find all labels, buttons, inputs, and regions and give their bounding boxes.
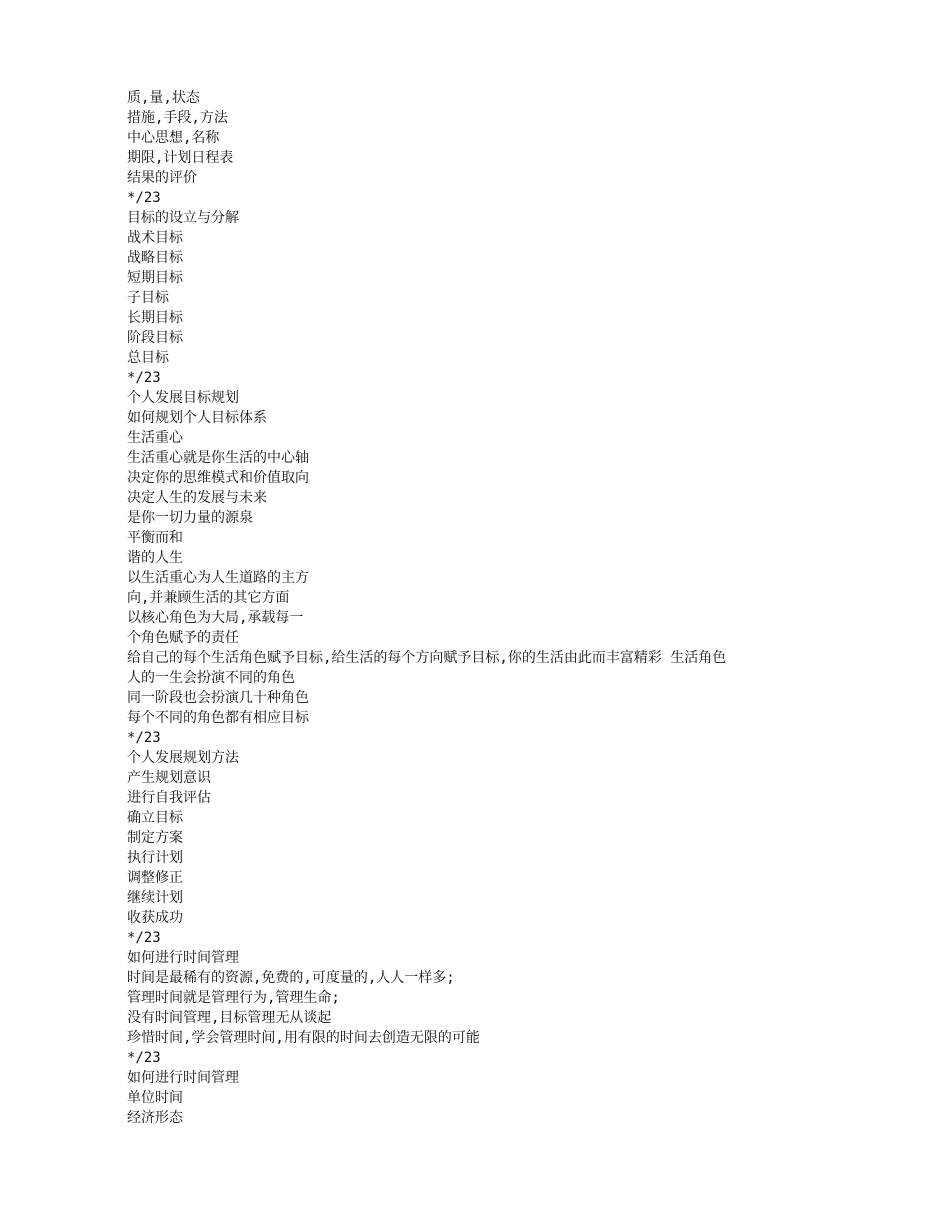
page-marker: */23 bbox=[127, 930, 161, 946]
text-line: 短期目标 bbox=[127, 270, 183, 286]
text-line: 决定你的思维模式和价值取向 bbox=[127, 470, 309, 486]
text-line: 谐的人生 bbox=[127, 550, 183, 566]
text-line: 生活重心 bbox=[127, 430, 183, 446]
page-marker: */23 bbox=[127, 370, 161, 386]
section-heading: 目标的设立与分解 bbox=[127, 210, 239, 226]
text-line: 给自己的每个生活角色赋予目标,给生活的每个方向赋予目标,你的生活由此而丰富精彩 生活角色 bbox=[127, 650, 727, 666]
text-line: 以生活重心为人生道路的主方 bbox=[127, 570, 309, 586]
text-line: 向,并兼顾生活的其它方面 bbox=[127, 590, 290, 606]
text-line: 单位时间 bbox=[127, 1090, 183, 1106]
text-line: 措施,手段,方法 bbox=[127, 110, 228, 126]
text-line: 人的一生会扮演不同的角色 bbox=[127, 670, 295, 686]
text-line: 子目标 bbox=[127, 290, 169, 306]
text-line: 战术目标 bbox=[127, 230, 183, 246]
text-line: 经济形态 bbox=[127, 1110, 183, 1126]
text-line: 长期目标 bbox=[127, 310, 183, 326]
text-line: 平衡而和 bbox=[127, 530, 183, 546]
text-line: 生活重心就是你生活的中心轴 bbox=[127, 450, 309, 466]
text-line: 进行自我评估 bbox=[127, 790, 211, 806]
text-line: 战略目标 bbox=[127, 250, 183, 266]
text-line: 质,量,状态 bbox=[127, 90, 200, 106]
page-marker: */23 bbox=[127, 190, 161, 206]
text-line: 调整修正 bbox=[127, 870, 183, 886]
page-marker: */23 bbox=[127, 1050, 161, 1066]
text-line: 珍惜时间,学会管理时间,用有限的时间去创造无限的可能 bbox=[127, 1030, 480, 1046]
text-line: 阶段目标 bbox=[127, 330, 183, 346]
text-line: 确立目标 bbox=[127, 810, 183, 826]
text-line: 收获成功 bbox=[127, 910, 183, 926]
text-line: 结果的评价 bbox=[127, 170, 197, 186]
section-heading: 个人发展目标规划 bbox=[127, 390, 239, 406]
text-line: 个角色赋予的责任 bbox=[127, 630, 239, 646]
text-line: 如何规划个人目标体系 bbox=[127, 410, 267, 426]
text-line: 期限,计划日程表 bbox=[127, 150, 234, 166]
text-line: 同一阶段也会扮演几十种角色 bbox=[127, 690, 309, 706]
text-line: 制定方案 bbox=[127, 830, 183, 846]
page-marker: */23 bbox=[127, 730, 161, 746]
document-page bbox=[127, 88, 927, 1128]
text-line: 每个不同的角色都有相应目标 bbox=[127, 710, 309, 726]
text-line: 时间是最稀有的资源,免费的,可度量的,人人一样多; bbox=[127, 970, 455, 986]
text-line: 管理时间就是管理行为,管理生命; bbox=[127, 990, 340, 1006]
section-heading: 如何进行时间管理 bbox=[127, 950, 239, 966]
section-heading: 个人发展规划方法 bbox=[127, 750, 239, 766]
section-heading: 如何进行时间管理 bbox=[127, 1070, 239, 1086]
text-line: 是你一切力量的源泉 bbox=[127, 510, 253, 526]
text-line: 决定人生的发展与未来 bbox=[127, 490, 267, 506]
text-line: 执行计划 bbox=[127, 850, 183, 866]
text-line: 中心思想,名称 bbox=[127, 130, 220, 146]
text-line: 产生规划意识 bbox=[127, 770, 211, 786]
text-line: 以核心角色为大局,承载每一 bbox=[127, 610, 304, 626]
text-line: 没有时间管理,目标管理无从谈起 bbox=[127, 1010, 332, 1026]
text-line: 总目标 bbox=[127, 350, 169, 366]
text-line: 继续计划 bbox=[127, 890, 183, 906]
